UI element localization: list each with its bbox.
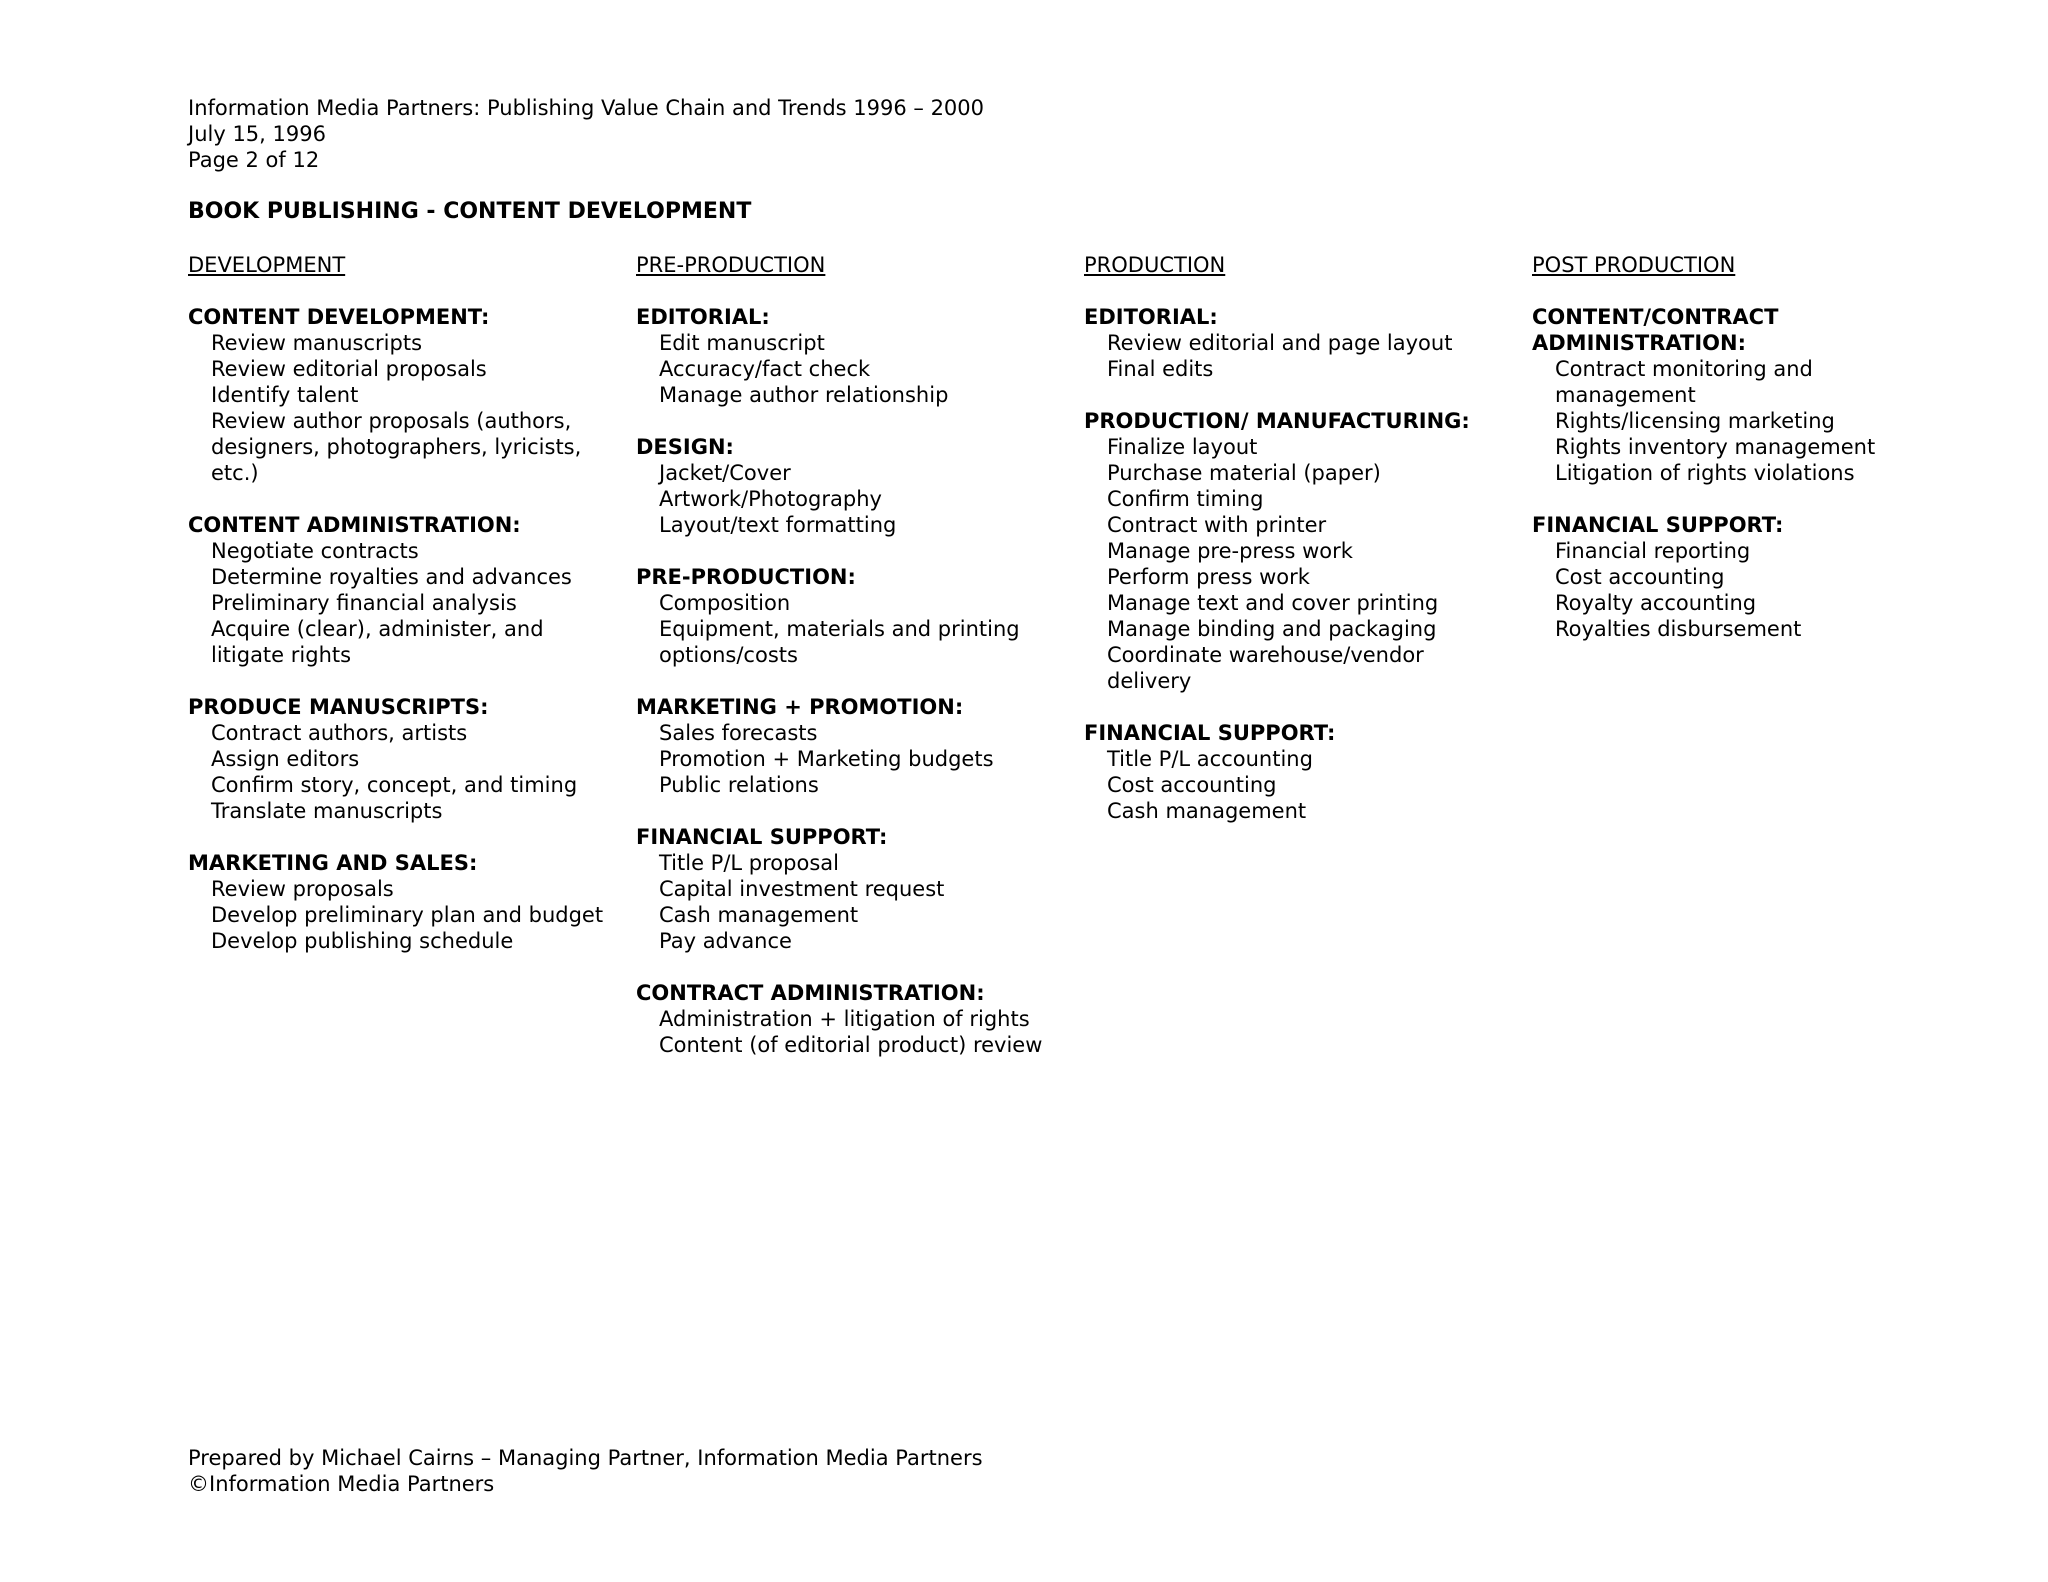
section-title: DESIGN: (636, 435, 734, 459)
list-item: Contract authors, artists (211, 721, 468, 745)
list-item: Title P/L proposal (659, 851, 839, 875)
list-item: Capital investment request (659, 877, 945, 901)
list-item: Perform press work (1107, 565, 1310, 589)
section (1084, 720, 1504, 824)
list-item: Rights/licensing marketing (1555, 409, 1835, 433)
list-item: Manage binding and packaging (1107, 617, 1437, 641)
column-post-production (1532, 252, 1952, 668)
section-title: EDITORIAL: (636, 305, 770, 329)
list-item: Edit manuscript (659, 331, 825, 355)
section (636, 434, 1056, 538)
list-item: Public relations (659, 773, 819, 797)
list-item: Confirm story, concept, and timing (211, 773, 578, 797)
section-title: MARKETING AND SALES: (188, 851, 478, 875)
section (1532, 304, 1952, 486)
list-item: Rights inventory management (1555, 435, 1876, 459)
list-item: Develop publishing schedule (211, 929, 514, 953)
list-item: Acquire (clear), administer, and litigate rights (211, 617, 544, 667)
list-item: Title P/L accounting (1107, 747, 1313, 771)
section-item-list (636, 460, 1056, 538)
section-title: CONTENT DEVELOPMENT: (188, 305, 490, 329)
section-title: PRODUCE MANUSCRIPTS: (188, 695, 489, 719)
column-heading: PRE-PRODUCTION (636, 253, 826, 277)
list-item: Content (of editorial product) review (659, 1033, 1043, 1057)
section (636, 564, 1056, 668)
section-title: PRODUCTION/ MANUFACTURING: (1084, 409, 1470, 433)
section-item-list (636, 590, 1056, 668)
list-item: Review editorial proposals (211, 357, 487, 381)
list-item: Royalty accounting (1555, 591, 1757, 615)
column-heading: PRODUCTION (1084, 253, 1226, 277)
list-item: Financial reporting (1555, 539, 1751, 563)
footer-copyright: ©Information Media Partners (188, 1472, 495, 1496)
section-title: CONTENT/CONTRACT ADMINISTRATION: (1532, 305, 1779, 355)
list-item: Contract with printer (1107, 513, 1327, 537)
column-heading: POST PRODUCTION (1532, 253, 1736, 277)
section-item-list (188, 876, 608, 954)
list-item: Promotion + Marketing budgets (659, 747, 994, 771)
list-item: Cost accounting (1107, 773, 1277, 797)
section-title: CONTENT ADMINISTRATION: (188, 513, 521, 537)
list-item: Administration + litigation of rights (659, 1007, 1030, 1031)
section-item-list (1084, 330, 1504, 382)
column-heading: DEVELOPMENT (188, 253, 346, 277)
list-item: Determine royalties and advances (211, 565, 572, 589)
list-item: Jacket/Cover (659, 461, 791, 485)
header-page-number: Page 2 of 12 (188, 148, 320, 172)
section-item-list (636, 1006, 1056, 1058)
section (1084, 408, 1504, 694)
section-item-list (1084, 746, 1504, 824)
list-item: Composition (659, 591, 791, 615)
column-production (1084, 252, 1504, 850)
document-header (188, 95, 984, 173)
section-title: PRE-PRODUCTION: (636, 565, 856, 589)
list-item: Develop preliminary plan and budget (211, 903, 604, 927)
section-item-list (1084, 434, 1504, 694)
section (636, 694, 1056, 798)
section-title: EDITORIAL: (1084, 305, 1218, 329)
list-item: Identify talent (211, 383, 359, 407)
section-title: MARKETING + PROMOTION: (636, 695, 964, 719)
list-item: Sales forecasts (659, 721, 818, 745)
list-item: Review proposals (211, 877, 394, 901)
list-item: Negotiate contracts (211, 539, 419, 563)
list-item: Litigation of rights violations (1555, 461, 1855, 485)
document-footer (188, 1445, 983, 1497)
section-title: FINANCIAL SUPPORT: (1532, 513, 1784, 537)
column-pre-production (636, 252, 1056, 1084)
list-item: Purchase material (paper) (1107, 461, 1381, 485)
header-title: Information Media Partners: Publishing Value Chain and Trends 1996 – 2000 (188, 96, 985, 120)
section-title: FINANCIAL SUPPORT: (1084, 721, 1336, 745)
list-item: Cash management (1107, 799, 1307, 823)
header-date: July 15, 1996 (188, 122, 326, 146)
section-item-list (636, 330, 1056, 408)
list-item: Artwork/Photography (659, 487, 882, 511)
list-item: Contract monitoring and management (1555, 357, 1813, 407)
section (1532, 512, 1952, 642)
list-item: Manage text and cover printing (1107, 591, 1439, 615)
list-item: Manage author relationship (659, 383, 949, 407)
section-title: CONTRACT ADMINISTRATION: (636, 981, 985, 1005)
section-item-list (188, 330, 608, 486)
section-item-list (636, 720, 1056, 798)
section (1084, 304, 1504, 382)
section-item-list (188, 720, 608, 824)
section (636, 980, 1056, 1058)
list-item: Translate manuscripts (211, 799, 443, 823)
section-item-list (1532, 538, 1952, 642)
footer-prepared-by: Prepared by Michael Cairns – Managing Partner, Information Media Partners (188, 1446, 983, 1470)
page-title: BOOK PUBLISHING - CONTENT DEVELOPMENT (188, 199, 752, 224)
list-item: Preliminary financial analysis (211, 591, 517, 615)
list-item: Assign editors (211, 747, 360, 771)
value-chain-columns (188, 252, 1988, 1182)
list-item: Review manuscripts (211, 331, 423, 355)
section (188, 512, 608, 668)
section-title: FINANCIAL SUPPORT: (636, 825, 888, 849)
list-item: Finalize layout (1107, 435, 1258, 459)
list-item: Royalties disbursement (1555, 617, 1802, 641)
list-item: Pay advance (659, 929, 792, 953)
section (188, 694, 608, 824)
list-item: Cost accounting (1555, 565, 1725, 589)
list-item: Review editorial and page layout (1107, 331, 1453, 355)
list-item: Confirm timing (1107, 487, 1264, 511)
list-item: Accuracy/fact check (659, 357, 871, 381)
column-development (188, 252, 608, 980)
section-item-list (188, 538, 608, 668)
list-item: Manage pre-press work (1107, 539, 1353, 563)
list-item: Cash management (659, 903, 859, 927)
section (188, 304, 608, 486)
section (636, 304, 1056, 408)
section (188, 850, 608, 954)
list-item: Review author proposals (authors, designers, photographers, lyricists, etc.) (211, 409, 582, 485)
section-item-list (636, 850, 1056, 954)
section (636, 824, 1056, 954)
section-item-list (1532, 356, 1952, 486)
list-item: Layout/text formatting (659, 513, 897, 537)
list-item: Coordinate warehouse/vendor delivery (1107, 643, 1424, 693)
list-item: Final edits (1107, 357, 1214, 381)
list-item: Equipment, materials and printing options/costs (659, 617, 1020, 667)
